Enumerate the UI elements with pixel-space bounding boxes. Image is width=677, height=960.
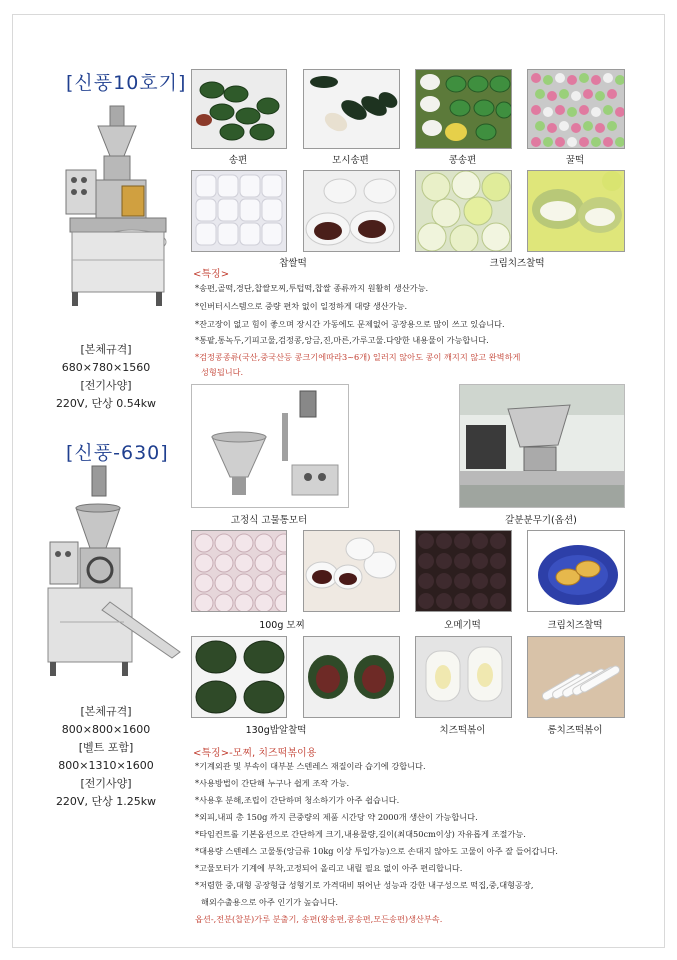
caption-100g-mochi: 100g 모찌	[259, 620, 305, 631]
model2-size: 800×800×1600	[61, 723, 151, 736]
features1-line: *송편,골떡,경단,찹쌀모찌,투텁떡,찹쌀 종류까지 원활히 생산가능.	[195, 283, 429, 293]
caption-mosi-songpyeon: 모시송편	[332, 155, 369, 166]
features2-line: *기계외관 및 부속이 대부분 스텐레스 재질이라 습기에 강합니다.	[195, 761, 426, 771]
caption-130g-rice-chaltteok: 130g밥알찰떡	[245, 725, 307, 736]
features2-line: *저렴한 중,대형 공장형급 성형기로 가격대비 뛰어난 성능과 강한 내구성으로 떡집,중,대형공장,	[195, 880, 534, 890]
features2-line: *고물모터가 기계에 부착,고정되어 올리고 내릴 필요 없이 아주 편리합니다.	[195, 863, 463, 873]
photo-songpyeon	[191, 69, 287, 149]
photo-130g-rice-chaltteok-2	[303, 636, 400, 718]
photo-starch-sprayer	[459, 384, 625, 508]
model2-belt-size: 800×1310×1600	[58, 759, 154, 772]
photo-130g-rice-chaltteok-1	[191, 636, 287, 718]
photo-chapssaltteok-2	[303, 170, 400, 252]
caption-omegi-tteok: 오메기떡	[444, 620, 481, 631]
photo-cheese-tteokbokki	[415, 636, 512, 718]
caption-starch-sprayer: 갈분분무기(옵션)	[505, 515, 577, 526]
photo-omegi-tteok	[415, 530, 512, 612]
model2-power-label: [전기사양]	[80, 777, 132, 790]
caption-fixed-hopper-motor: 고정식 고물통모터	[230, 515, 308, 526]
model2-title: [신풍-630]	[66, 442, 169, 464]
caption-long-cheese-tteokbokki: 롱치즈떡볶이	[547, 725, 603, 736]
model1-size: 680×780×1560	[61, 361, 151, 374]
caption-songpyeon: 송편	[228, 155, 248, 166]
model2-machine-image	[40, 462, 182, 684]
features1-red-line: 성형됩니다.	[201, 367, 244, 377]
features2-line: *타임컨트롤 기본옵션으로 간단하게 크기,내용물량,길이(최대50cm이상) 자유롭게 조절가능.	[195, 829, 526, 839]
model2-spec-label: [본체규격]	[80, 705, 132, 718]
caption-chapssaltteok: 찹쌀떡	[279, 258, 307, 269]
features1-title: <특징>	[193, 269, 230, 280]
features2-line: *대용량 스텐레스 고물통(앙금류 10kg 이상 투입가능)으로 손대지 않아도 고물이 아주 잘 들어갑니다.	[195, 846, 558, 856]
photo-fixed-hopper-motor	[191, 384, 349, 508]
model2-belt-label: [벨트 포함]	[78, 741, 134, 754]
photo-cream-cheese-2	[527, 170, 625, 252]
features1-line: *잔고장이 없고 힘이 좋으며 장시간 가동에도 문제없어 공장용으로 많이 쓰고 있습니다.	[195, 319, 505, 329]
photo-cream-cheese-1	[415, 170, 512, 252]
photo-cream-cheese-3	[527, 530, 625, 612]
features1-line: *통팥,통녹두,기피고물,검정콩,앙금,진,마른,가루고물.다양한 내용물이 가능합니다.	[195, 335, 489, 345]
features2-line: *사용방법이 간단해 누구나 쉽게 조작 가능.	[195, 778, 350, 788]
model2-power: 220V, 단상 1.25kw	[55, 795, 157, 808]
photo-kong-songpyeon	[415, 69, 512, 149]
photo-mosi-songpyeon	[303, 69, 400, 149]
features2-line: *외피,내피 총 150g 까지 큰중량의 제품 시간당 약 2000개 생산이 가능합니다.	[195, 812, 478, 822]
features2-line: 해외수출용으로 아주 인기가 높습니다.	[201, 897, 338, 907]
caption-cream-cheese: 크림치즈찰떡	[489, 258, 545, 269]
photo-100g-mochi-1	[191, 530, 287, 612]
caption-cream-cheese-chaltteok: 크림치즈찰떡	[547, 620, 603, 631]
caption-kong-songpyeon: 콩송편	[448, 155, 477, 166]
model1-spec-label: [본체규격]	[80, 343, 132, 356]
model1-title: [신풍10호기]	[66, 72, 187, 94]
photo-100g-mochi-2	[303, 530, 400, 612]
photo-long-cheese-tteokbokki	[527, 636, 625, 718]
model1-power: 220V, 단상 0.54kw	[55, 397, 157, 410]
model1-machine-image	[58, 100, 176, 315]
photo-chapssaltteok-1	[191, 170, 287, 252]
features1-red-line: *검정콩종류(국산,중국산등 콩크기에따라3~6개) 일러지 않아도 콩이 깨지지 않고 완벽하게	[195, 352, 521, 362]
features1-line: *인버터시스템으로 중량 편차 없이 일정하게 대량 생산가능.	[195, 301, 408, 311]
photo-kkultteok	[527, 69, 625, 149]
features2-title: <특징>-모찌, 치즈떡볶이용	[193, 748, 317, 759]
caption-kkultteok: 꿀떡	[565, 155, 585, 166]
features2-options: 옵션-,전분(찹분)가루 분출기, 송편(왕송편,콩송편,모든송편)생산부속.	[195, 914, 443, 924]
caption-cheese-tteokbokki: 치즈떡볶이	[439, 725, 486, 736]
features2-line: *사용후 분해,조립이 간단하며 청소하기가 아주 쉽습니다.	[195, 795, 400, 805]
model1-power-label: [전기사양]	[80, 379, 132, 392]
